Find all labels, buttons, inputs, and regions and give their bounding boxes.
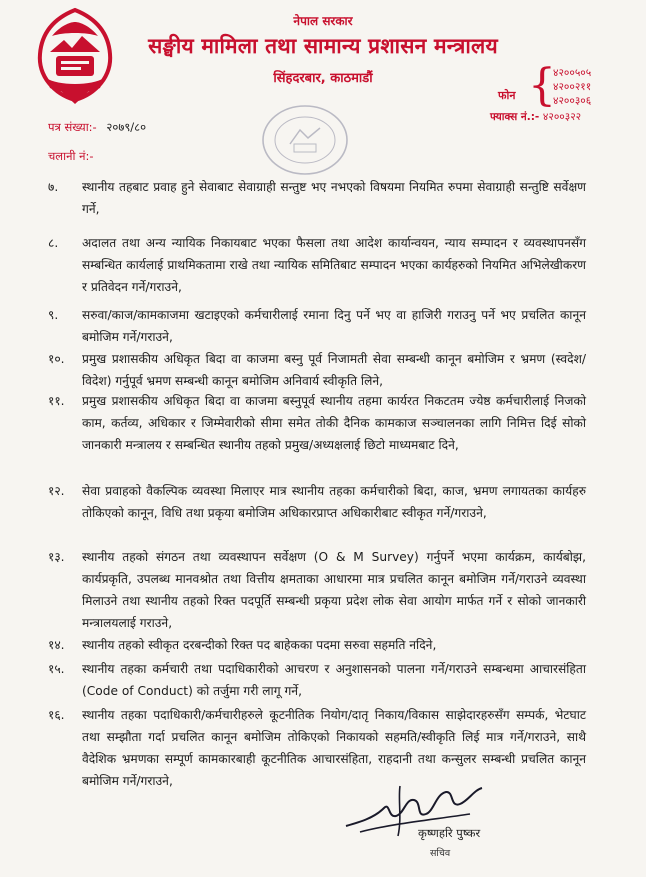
reference-line (48, 120, 146, 135)
phone-number: ४२००२११ (553, 81, 592, 93)
reference-label: पत्र संख्या:- (48, 120, 97, 134)
phone-label: फोन (498, 89, 516, 102)
item-text: प्रमुख प्रशासकीय अधिकृत बिदा वा काजमा बस्नु पूर्व निजामती सेवा सम्बन्धी कानून बमोजिम र भ्रमण (स्वदेश/विदेश) गर्नुपूर्व भ्रमण सम्बन्धी कानून बमोजिम अनिवार्य स्वीकृति लिने, (82, 352, 586, 388)
ministry-name: सङ्घीय मामिला तथा सामान्य प्रशासन मन्त्रालय (148, 34, 498, 58)
signer-designation: सचिव (430, 848, 451, 859)
reference-number: २०७९/८० (106, 120, 147, 134)
item-text: स्थानीय तहका पदाधिकारी/कर्मचारीहरुले कूटनीतिक नियोग/दातृ निकाय/विकास साझेदारहरुसँग सम्पर्क, भेटघाट तथा सम्झौता गर्दा प्रचलित कानून बमोजिम तोकिएको निकायको सहमति/स्वीकृति लिई मात्र गर्ने/गराउने, साथै वैदेशिक भ्रमणका सम्पूर्ण कामकारबाही कूटनीतिक आचारसंहिता, राहदानी तथा कन्सुलर सम्बन्धी प्रचलित कानून बमोजिम गर्ने/गराउने, (82, 708, 586, 788)
item-number: ७. (48, 180, 59, 194)
dispatch-label: चलानी नं:- (48, 149, 94, 163)
fax-line (490, 110, 581, 124)
item-text: प्रमुख प्रशासकीय अधिकृत बिदा वा काजमा बस्नुपूर्व स्थानीय तहमा कार्यरत निकटतम ज्येष्ठ कर्मचारीलाई निजको काम, कर्तव्य, अधिकार र जिम्मेवारीको सीमा समेत तोकी दैनिक कामकाज सञ्चालनका लागि निमित्त दिई सोको जानकारी मन्त्रालय र सम्बन्धित स्थानीय तहको प्रमुख/अध्यक्षलाई छिटो माध्यमबाट दिने, (82, 394, 586, 452)
office-seal-icon (250, 100, 360, 180)
item-text: स्थानीय तहको स्वीकृत दरबन्दीको रिक्त पद बाहेकका पदमा सरुवा सहमति नदिने, (82, 638, 437, 652)
item-text: सरुवा/काज/कामकाजमा खटाइएको कर्मचारीलाई रमाना दिनु पर्ने भए वा हाजिरी गराउनु पर्ने भए प्रचलित कानून बमोजिम गर्ने/गराउने, (82, 308, 586, 344)
item-number: ११. (48, 394, 65, 408)
phone-numbers (553, 66, 591, 108)
fax-label: फ्याक्स नं.:- (490, 111, 540, 123)
item-number: १०. (48, 352, 65, 366)
item-text: सेवा प्रवाहको वैकल्पिक व्यवस्था मिलाएर मात्र स्थानीय तहका कर्मचारीको बिदा, काज, भ्रमण लगायतका कार्यहरु तोकिएको कानून, विधि तथा प्रकृया बमोजिम अधिकारप्राप्त अधिकारीबाट स्वीकृत गर्ने/गराउने, (82, 484, 586, 520)
item-number: १५. (48, 662, 65, 676)
item-number: १२. (48, 484, 65, 498)
item-text: स्थानीय तहबाट प्रवाह हुने सेवाबाट सेवाग्राही सन्तुष्ट भए नभएको विषयमा नियमित रुपमा सेवाग्राही सन्तुष्टि सर्वेक्षण गर्ने, (82, 180, 586, 216)
phone-number: ४२००३०६ (553, 95, 592, 107)
item-text: अदालत तथा अन्य न्यायिक निकायबाट भएका फैसला तथा आदेश कार्यान्वयन, न्याय सम्पादन र व्यवस्थापनसँग सम्बन्धित कार्यलाई प्राथमिकतामा राखे तथा न्यायिक समितिबाट सम्पादन भएका कार्यहरुको नियमित अभिलेखीकरण र प्रतिवेदन गर्ने/गराउने, (82, 236, 586, 294)
ministry-address: सिंहदरबार, काठमाडौं (273, 71, 373, 86)
item-number: १३. (48, 550, 65, 564)
phone-brace: { (528, 60, 556, 111)
phone-number: ४२००५०५ (553, 67, 592, 79)
item-text: स्थानीय तहका कर्मचारी तथा पदाधिकारीको आचरण र अनुशासनको पालना गर्ने/गराउने सम्बन्धमा आचारसंहिता (Code of Conduct) को तर्जुमा गरी लागू गर्ने, (82, 662, 586, 698)
item-number: ८. (48, 236, 59, 250)
fax-number: ४२००३२२ (542, 111, 582, 123)
government-name: नेपाल सरकार (293, 14, 353, 28)
signer-name: कृष्णहरि पुष्कर (418, 826, 481, 840)
item-number: १६. (48, 708, 65, 722)
item-number: ९. (48, 308, 59, 322)
item-number: १४. (48, 638, 65, 652)
item-text: स्थानीय तहको संगठन तथा व्यवस्थापन सर्वेक्षण (O & M Survey) गर्नुपर्ने भएमा कार्यक्रम, कार्यबोझ, कार्यप्रकृति, उपलब्ध मानवश्रोत तथा वित्तीय क्षमताका आधारमा मात्र प्रचलित कानून बमोजिम गर्ने/गराउने व्यवस्था मिलाउने तथा स्थानीय तहको रिक्त पदपूर्ति सम्बन्धी प्रकृया प्रदेश लोक सेवा आयोग मार्फत गर्ने र सोको जानकारी मन्त्रालयलाई गराउने, (82, 550, 586, 630)
